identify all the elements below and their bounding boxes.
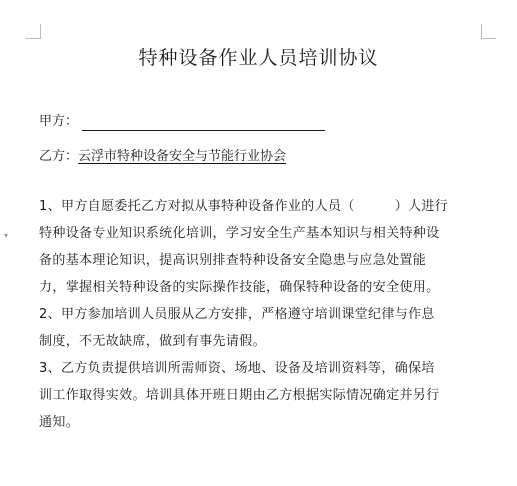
party-a-label: 甲方： (39, 114, 79, 129)
party-b-line (39, 148, 286, 166)
collapse-marker-icon[interactable]: ▾ (4, 231, 9, 240)
clause-1-line: 特种设备专业知识系统化培训，学习安全生产基本知识与相关特种设 (39, 226, 440, 241)
crop-mark-top-right (481, 24, 496, 39)
party-a-blank[interactable] (82, 114, 325, 131)
party-a-line (39, 113, 325, 131)
clause-3-line: 训工作取得实效。培训具体开班日期由乙方根据实际情况确定并另行 (39, 388, 440, 403)
clause-3-line: 通知。 (39, 415, 80, 430)
clause-2-line: 制度，不无故缺席，做到有事先请假。 (39, 334, 266, 349)
clause-1-line: 备的基本理论知识，提高识别排查特种设备安全隐患与应急处置能 (39, 253, 427, 268)
clause-1-line: 力，掌握相关特种设备的实际操作技能，确保特种设备的安全使用。 (39, 280, 440, 295)
clause-1-line: 1、甲方自愿委托乙方对拟从事特种设备作业的人员（ ）人进行 (39, 199, 449, 214)
clause-2-line: 2、甲方参加培训人员服从乙方安排，严格遵守培训课堂纪律与作息 (39, 307, 435, 322)
document-body (39, 193, 484, 436)
party-b-label: 乙方： (39, 149, 79, 164)
party-b-value: 云浮市特种设备安全与节能行业协会 (78, 149, 287, 164)
clause-3-line: 3、乙方负责提供培训所需师资、场地、设备及培训资料等，确保培 (39, 361, 435, 376)
crop-mark-top-left (26, 24, 41, 39)
document-title: 特种设备作业人员培训协议 (138, 47, 379, 69)
